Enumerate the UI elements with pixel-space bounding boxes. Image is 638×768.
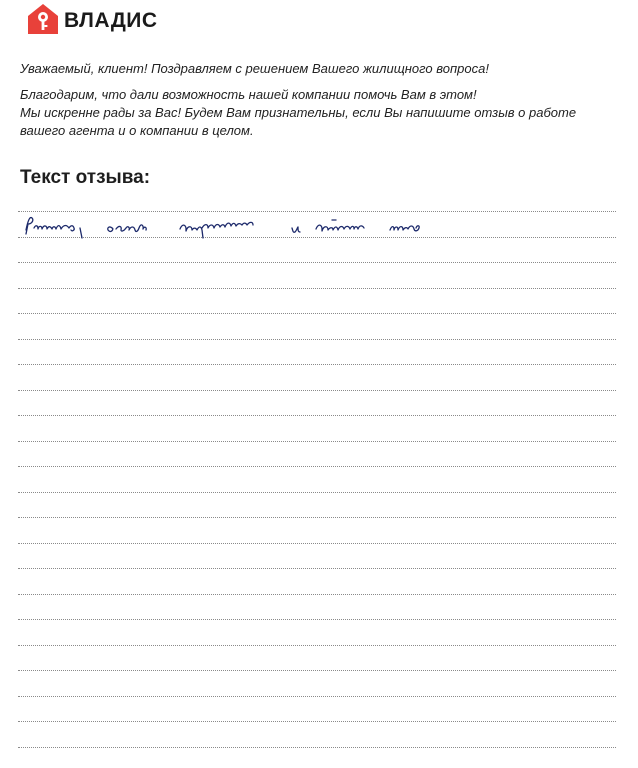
- ruled-line: [18, 619, 616, 620]
- ruled-line: [18, 262, 616, 263]
- review-lines: [18, 211, 616, 756]
- brand-name: ВЛАДИС: [64, 9, 158, 32]
- ruled-line: [18, 313, 616, 314]
- ruled-line: [18, 492, 616, 493]
- brand-logo: [26, 2, 158, 36]
- request-line: Мы искренне рады за Вас! Будем Вам признательны, если Вы напишите отзыв о работе: [20, 105, 577, 120]
- ruled-line: [18, 415, 616, 416]
- request-line-continued: вашего агента и о компании в целом.: [20, 123, 254, 138]
- ruled-line: [18, 747, 616, 748]
- ruled-line: [18, 288, 616, 289]
- ruled-line: [18, 364, 616, 365]
- ruled-line: [18, 466, 616, 467]
- ruled-line: [18, 670, 616, 671]
- review-heading: Текст отзыва:: [20, 167, 151, 188]
- ruled-line: [18, 696, 616, 697]
- ruled-line: [18, 517, 616, 518]
- greeting-line: Уважаемый, клиент! Поздравляем с решением Вашего жилищного вопроса!: [20, 61, 489, 76]
- ruled-line: [18, 568, 616, 569]
- thanks-line: Благодарим, что дали возможность нашей компании помочь Вам в этом!: [20, 87, 477, 102]
- ruled-line: [18, 339, 616, 340]
- ruled-line: [18, 441, 616, 442]
- ruled-line: [18, 594, 616, 595]
- handwriting-scribble: [20, 210, 440, 244]
- handwritten-review: [20, 210, 440, 244]
- house-key-icon: [26, 2, 60, 36]
- ruled-line: [18, 390, 616, 391]
- intro-text: [20, 60, 620, 140]
- ruled-line: [18, 543, 616, 544]
- ruled-line: [18, 645, 616, 646]
- ruled-line: [18, 721, 616, 722]
